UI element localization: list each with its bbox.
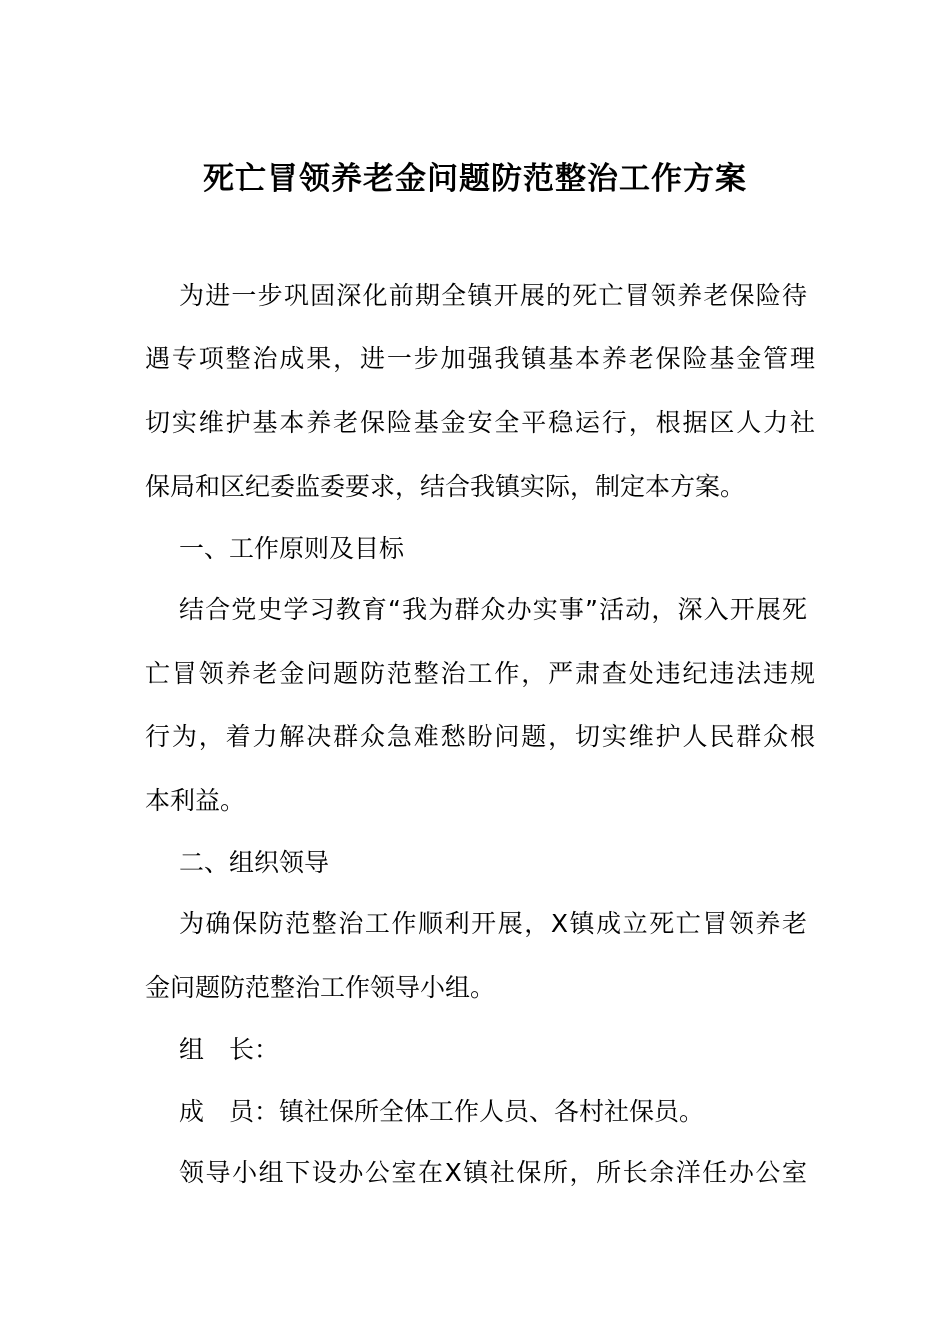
document-title: 死亡冒领养老金问题防范整治工作方案 [203, 161, 747, 197]
paragraph-3-line-1: 为确保防范整治工作顺利开展，X镇成立死亡冒领养老 [179, 909, 807, 938]
paragraph-2-line-2: 亡冒领养老金问题防范整治工作，严肃查处违纪违法违规 [145, 659, 815, 688]
paragraph-3-line-2: 金问题防范整治工作领导小组。 [145, 973, 496, 1002]
paragraph-1-line-4: 保局和区纪委监委要求，结合我镇实际，制定本方案。 [145, 472, 746, 501]
paragraph-1-line-1: 为进一步巩固深化前期全镇开展的死亡冒领养老保险待 [179, 281, 807, 310]
section-heading-2: 二、组织领导 [179, 848, 330, 877]
section-heading-1: 一、工作原则及目标 [179, 534, 405, 563]
paragraph-2-line-3: 行为，着力解决群众急难愁盼问题，切实维护人民群众根 [145, 722, 815, 751]
paragraph-1-line-2: 遇专项整治成果，进一步加强我镇基本养老保险基金管理 [145, 344, 815, 373]
group-leader-line: 组 长： [179, 1035, 280, 1064]
paragraph-1-line-3: 切实维护基本养老保险基金安全平稳运行，根据区人力社 [145, 408, 815, 437]
group-members-line: 成 员：镇社保所全体工作人员、各村社保员。 [179, 1097, 705, 1126]
paragraph-2-line-4: 本利益。 [145, 786, 246, 815]
office-setup-line: 领导小组下设办公室在X镇社保所，所长余洋任办公室 [179, 1158, 807, 1187]
paragraph-2-line-1: 结合党史学习教育“我为群众办实事”活动，深入开展死 [179, 595, 807, 624]
